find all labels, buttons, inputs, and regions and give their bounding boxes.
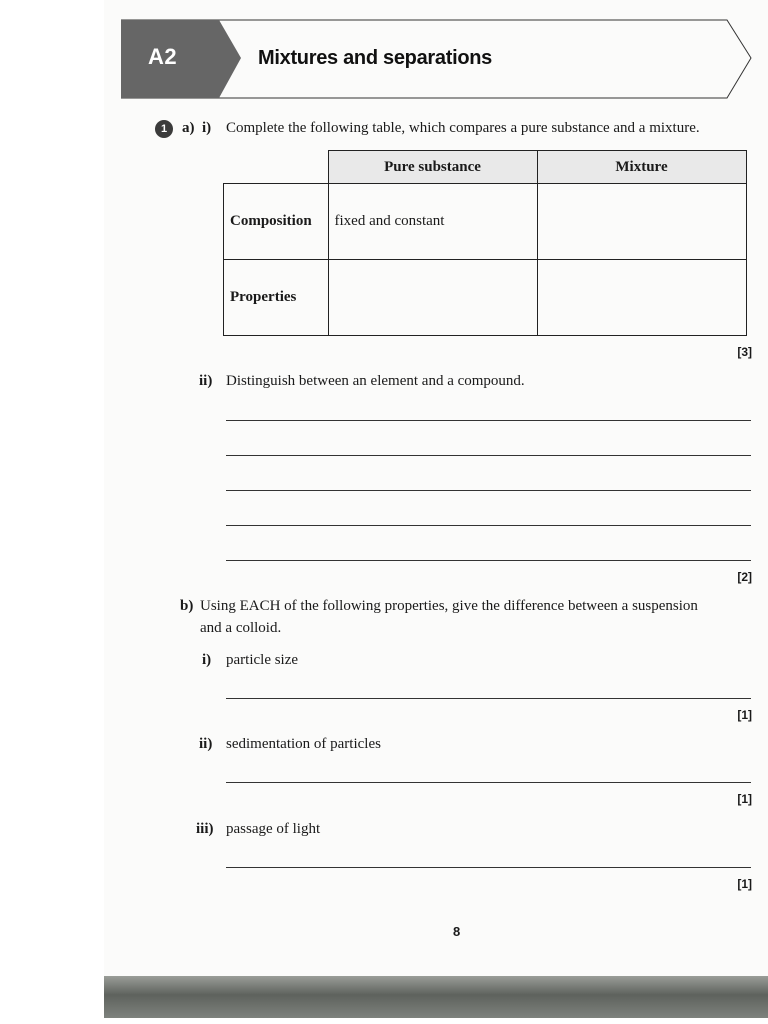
part-b-ii-label: ii) bbox=[199, 736, 213, 752]
cell-composition-pure: fixed and constant bbox=[328, 184, 537, 260]
row-header-properties: Properties bbox=[224, 260, 329, 336]
part-b-ii-text: sedimentation of particles bbox=[226, 736, 381, 752]
page-number: 8 bbox=[453, 924, 461, 939]
scan-bottom-shadow bbox=[104, 976, 768, 1018]
marks-b-i: [1] bbox=[737, 708, 752, 722]
part-b-text-line2: and a colloid. bbox=[200, 620, 282, 636]
question-number-badge: 1 bbox=[155, 120, 173, 138]
subpart-i-label: i) bbox=[202, 120, 212, 136]
part-b-text-line1: Using EACH of the following properties, give the difference between a suspension bbox=[200, 598, 698, 614]
part-a-label: a) bbox=[182, 120, 195, 136]
subpart-i-text: Complete the following table, which compares a pure substance and a mixture. bbox=[226, 120, 700, 136]
cell-properties-mixture[interactable] bbox=[537, 260, 746, 336]
part-b-iii-label: iii) bbox=[196, 821, 214, 837]
part-b-i-label: i) bbox=[202, 652, 212, 668]
page-title: Mixtures and separations bbox=[258, 47, 492, 69]
part-b-i-text: particle size bbox=[226, 652, 299, 668]
answer-line[interactable] bbox=[226, 490, 751, 491]
scan-margin bbox=[0, 1018, 768, 1024]
table-row bbox=[224, 260, 747, 336]
row-header-composition: Composition bbox=[224, 184, 329, 260]
answer-line[interactable] bbox=[226, 782, 751, 783]
subpart-ii-label: ii) bbox=[199, 373, 213, 389]
marks-b-iii: [1] bbox=[737, 877, 752, 891]
marks-b-ii: [1] bbox=[737, 792, 752, 806]
table-row bbox=[224, 184, 747, 260]
answer-line[interactable] bbox=[226, 455, 751, 456]
answer-line[interactable] bbox=[226, 867, 751, 868]
comparison-table bbox=[223, 150, 747, 336]
column-header-mixture: Mixture bbox=[537, 151, 746, 184]
answer-line[interactable] bbox=[226, 698, 751, 699]
cell-properties-pure[interactable] bbox=[328, 260, 537, 336]
answer-line[interactable] bbox=[226, 560, 751, 561]
marks-a-ii: [2] bbox=[737, 570, 752, 584]
table-corner bbox=[224, 151, 329, 184]
part-b-label: b) bbox=[180, 598, 194, 614]
answer-line[interactable] bbox=[226, 525, 751, 526]
marks-a-i: [3] bbox=[737, 345, 752, 359]
subpart-ii-text: Distinguish between an element and a compound. bbox=[226, 373, 525, 389]
unit-code: A2 bbox=[148, 44, 178, 69]
cell-composition-mixture[interactable] bbox=[537, 184, 746, 260]
column-header-pure-substance: Pure substance bbox=[328, 151, 537, 184]
part-b-iii-text: passage of light bbox=[226, 821, 321, 837]
answer-line[interactable] bbox=[226, 420, 751, 421]
